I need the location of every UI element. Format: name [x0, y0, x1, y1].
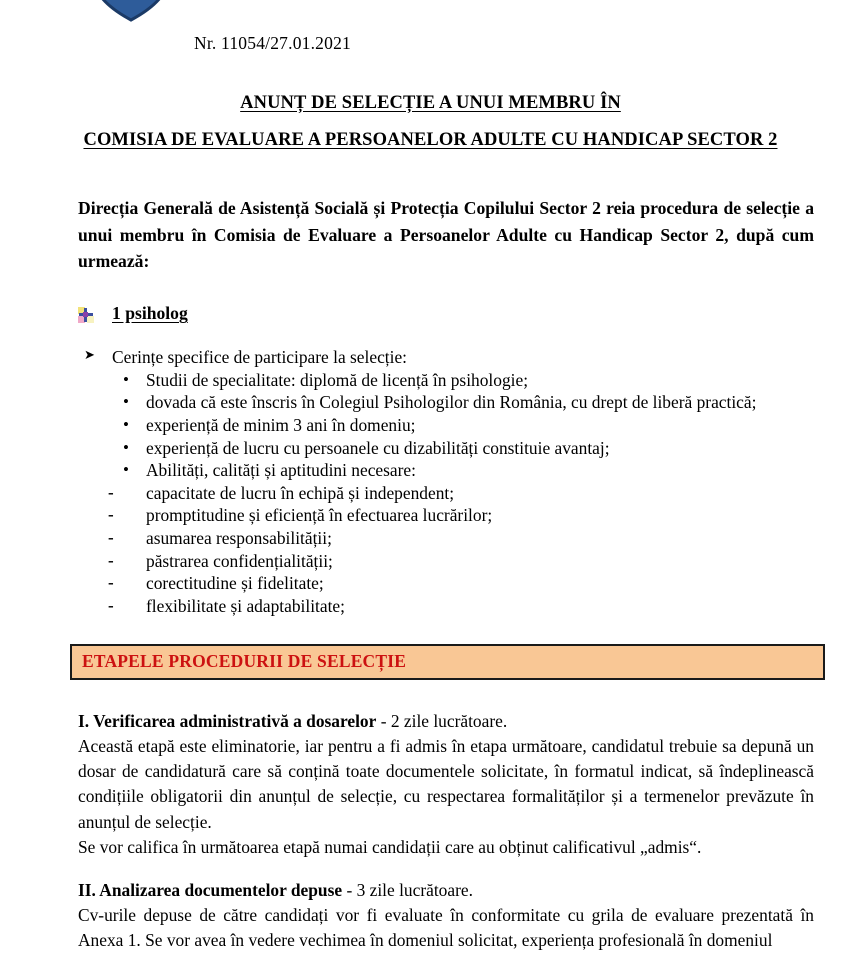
list-item	[108, 504, 861, 527]
list-item	[123, 437, 861, 460]
list-item	[123, 414, 861, 437]
round-bullet-icon: •	[123, 369, 129, 389]
stage-2-body: Cv-urile depuse de către candidați vor fi evaluate în conformitate cu grila de evaluare prezentată în Anexa 1. Se vor avea în vedere vechimea în domeniul solicitat, experiența profesională în domeniul	[78, 904, 814, 951]
stage-section-1	[78, 708, 814, 861]
list-item	[108, 550, 861, 573]
requirement-subtext: promptitudine și eficiență în efectuarea lucrărilor;	[146, 505, 493, 526]
round-bullet-icon: •	[123, 392, 129, 412]
list-item	[123, 391, 861, 414]
dash-bullet-icon: -	[108, 505, 114, 525]
page-title-line-1-text: ANUNȚ DE SELECȚIE A UNUI MEMBRU ÎN	[240, 93, 621, 113]
coat-of-arms-icon	[92, 0, 170, 22]
round-bullet-icon: •	[123, 414, 129, 434]
position-label: 1 psiholog	[112, 303, 188, 324]
stage-1-duration: - 2 zile lucrătoare.	[376, 710, 508, 731]
banner-text: ETAPELE PROCEDURII DE SELECȚIE	[82, 651, 407, 672]
page-title-line-1	[0, 94, 861, 113]
document-header	[0, 0, 861, 72]
stage-1-title: I. Verificarea administrativă a dosarelor	[78, 710, 377, 731]
arrow-bullet-icon: ➤	[84, 348, 95, 364]
stage-section-2	[78, 877, 814, 954]
list-item	[108, 595, 861, 618]
page-title-line-2-text: COMISIA DE EVALUARE A PERSOANELOR ADULTE CU HANDICAP SECTOR 2	[83, 130, 778, 151]
requirement-subtext: asumarea responsabilității;	[146, 528, 332, 549]
stage-1-body-2: Se vor califica în următoarea etapă numai candidații care au obținut calificativul „admis“.	[78, 837, 702, 858]
stage-1-body: Această etapă este eliminatorie, iar pentru a fi admis în etapa următoare, candidatul trebuie sa depună un dosar de candidatură care să conțină toate documentele solicitate, în formatul indicat, să îndeplinească condițiile obligatorii din anunțul de selecție, cu respectarea formalităților și a termenelor prevăzute în anunțul de selecție.	[78, 735, 814, 832]
list-item	[108, 572, 861, 595]
requirement-subtext: corectitudine și fidelitate;	[146, 573, 324, 594]
list-item	[108, 527, 861, 550]
stage-2-heading	[78, 877, 814, 903]
list-item	[123, 369, 861, 392]
page-title-line-2	[0, 131, 861, 150]
requirements-heading: Cerințe specifice de participare la selecție:	[112, 347, 407, 368]
dash-bullet-icon: -	[108, 482, 114, 502]
dash-bullet-icon: -	[108, 595, 114, 615]
stage-2-title: II. Analizarea documentelor depuse	[78, 879, 343, 900]
requirement-subtext: capacitate de lucru în echipă și independent;	[146, 482, 455, 503]
position-item	[78, 303, 861, 324]
dash-bullet-icon: -	[108, 528, 114, 548]
list-item	[108, 482, 861, 505]
requirement-text: experiență de lucru cu persoanele cu dizabilități constituie avantaj;	[146, 437, 610, 458]
status-badge	[70, 644, 825, 680]
requirement-text: experiență de minim 3 ani în domeniu;	[146, 414, 416, 435]
stage-2-duration: - 3 zile lucrătoare.	[342, 879, 473, 900]
requirements-heading-row	[84, 346, 861, 369]
requirement-subtext: păstrarea confidențialității;	[146, 550, 333, 571]
document-title-block	[0, 94, 861, 151]
requirement-subtext: flexibilitate și adaptabilitate;	[146, 595, 345, 616]
round-bullet-icon: •	[123, 437, 129, 457]
intro-paragraph: Direcția Generală de Asistență Socială și Protecția Copilului Sector 2 reia procedura de selecție a unui membru în Comisia de Evaluare a Persoanelor Adulte cu Handicap Sector 2, după cum urmează:	[78, 197, 814, 272]
requirement-text: Abilități, calități și aptitudini necesare:	[146, 460, 416, 481]
requirement-text: dovada că este înscris în Colegiul Psihologilor din România, cu drept de liberă practică;	[146, 392, 757, 413]
dash-bullet-icon: -	[108, 550, 114, 570]
round-bullet-icon: •	[123, 460, 129, 480]
stage-1-heading	[78, 708, 814, 734]
wingdings-cross-bullet-icon	[78, 307, 94, 323]
dash-bullet-icon: -	[108, 573, 114, 593]
requirements-block	[0, 346, 861, 618]
requirement-text: Studii de specialitate: diplomă de licență în psihologie;	[146, 369, 529, 390]
document-number: Nr. 11054/27.01.2021	[194, 33, 351, 53]
list-item	[123, 459, 861, 482]
